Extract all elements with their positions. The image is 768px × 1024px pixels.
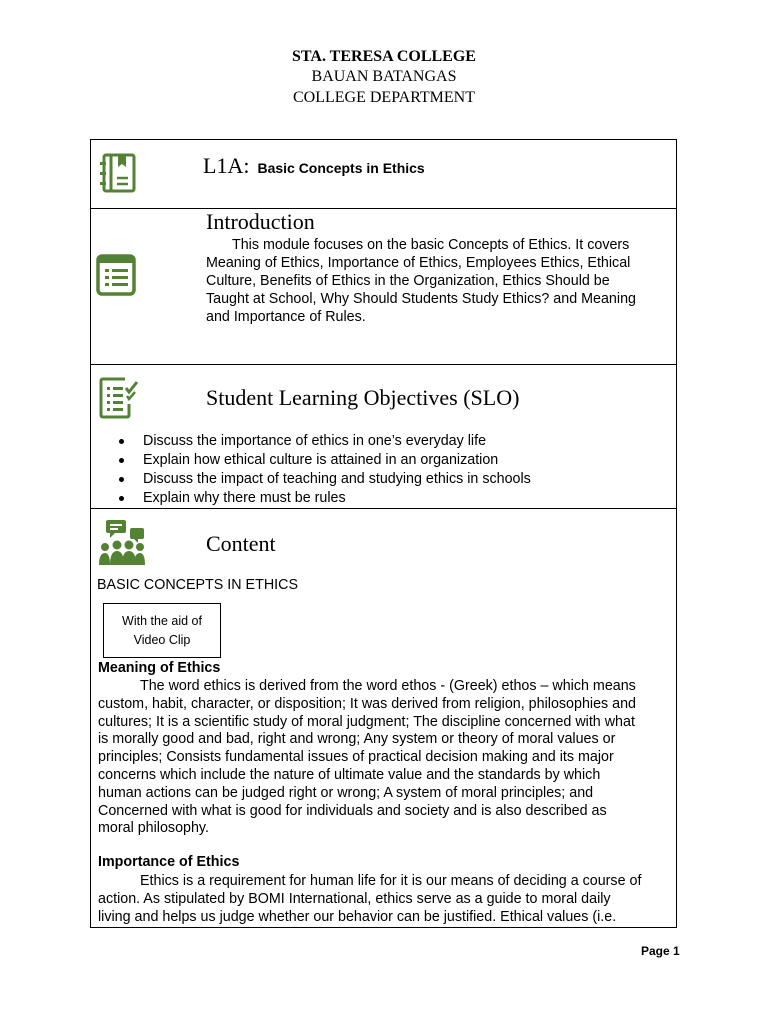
introduction-line: Taught at School, Why Should Students Study Ethics? and Meaning: [206, 291, 636, 307]
meaning-line: human actions can be judged right or wrong; A system of moral principles; and: [98, 784, 594, 801]
video-clip-callout: [103, 603, 221, 658]
meaning-heading: Meaning of Ethics: [98, 660, 221, 676]
callout-line: Video Clip: [133, 633, 191, 647]
introduction-line: and Importance of Rules.: [206, 309, 366, 325]
importance-line: living and helps us judge whether our behavior can be justified. Ethical values (i.e.: [98, 908, 617, 925]
importance-line: Ethics is a requirement for human life for it is our means of deciding a course of: [140, 873, 642, 889]
importance-paragraph: [98, 873, 641, 926]
meaning-line: Concerned with what is good for individuals and society and is also described as: [98, 802, 607, 819]
college-department: COLLEGE DEPARTMENT: [293, 89, 475, 106]
importance-heading: Importance of Ethics: [98, 854, 240, 870]
meaning-line: cultures; It is a scientific study of moral judgment; The discipline concerned with what: [98, 713, 635, 730]
lesson-title: Basic Concepts in Ethics: [257, 160, 425, 176]
page-number: Page 1: [641, 944, 680, 958]
introduction-text: [206, 236, 636, 326]
lesson-code: L1A:: [203, 153, 250, 178]
meaning-paragraph: [98, 678, 636, 838]
introduction-heading: Introduction: [206, 209, 315, 234]
slo-list: [117, 432, 531, 508]
checklist-icon: [99, 376, 139, 425]
meaning-line: custom, habit, character, or disposition; It was derived from religion, philosophies and: [98, 695, 636, 712]
book-icon: [100, 153, 138, 198]
meaning-line: principles; Consists fundamental issues of practical decision making and its major: [98, 749, 614, 766]
meaning-line: The word ethics is derived from the word ethos - (Greek) ethos – which means: [140, 678, 636, 694]
importance-line: action. As stipulated by BOMI International, ethics serve as a guide to moral daily: [98, 890, 611, 907]
callout-line: With the aid of: [122, 614, 202, 628]
content-section-title: BASIC CONCEPTS IN ETHICS: [97, 577, 298, 593]
group-discussion-icon: [98, 519, 146, 572]
introduction-line: This module focuses on the basic Concepts of Ethics. It covers: [232, 237, 630, 253]
slo-heading: Student Learning Objectives (SLO): [206, 385, 520, 410]
introduction-line: Culture, Benefits of Ethics in the Organization, Ethics Should be: [206, 273, 610, 289]
slo-item: Explain how ethical culture is attained in an organization: [117, 451, 531, 470]
meaning-line: is morally good and bad, right and wrong; Any system or theory of moral values or: [98, 731, 616, 748]
content-heading: Content: [206, 531, 276, 556]
college-location: BAUAN BATANGAS: [311, 68, 457, 85]
slo-item: Discuss the importance of ethics in one’s everyday life: [117, 432, 531, 451]
college-name: STA. TERESA COLLEGE: [292, 48, 476, 65]
introduction-line: Meaning of Ethics, Importance of Ethics, Employees Ethics, Ethical: [206, 255, 631, 271]
slo-item: Discuss the impact of teaching and studying ethics in schools: [117, 470, 531, 489]
document-list-icon: [96, 254, 136, 301]
slo-item: Explain why there must be rules: [117, 489, 531, 508]
meaning-line: moral philosophy.: [98, 820, 209, 837]
lesson-heading: [203, 153, 425, 179]
meaning-line: concerns which include the nature of ultimate value and the standards by which: [98, 766, 601, 783]
